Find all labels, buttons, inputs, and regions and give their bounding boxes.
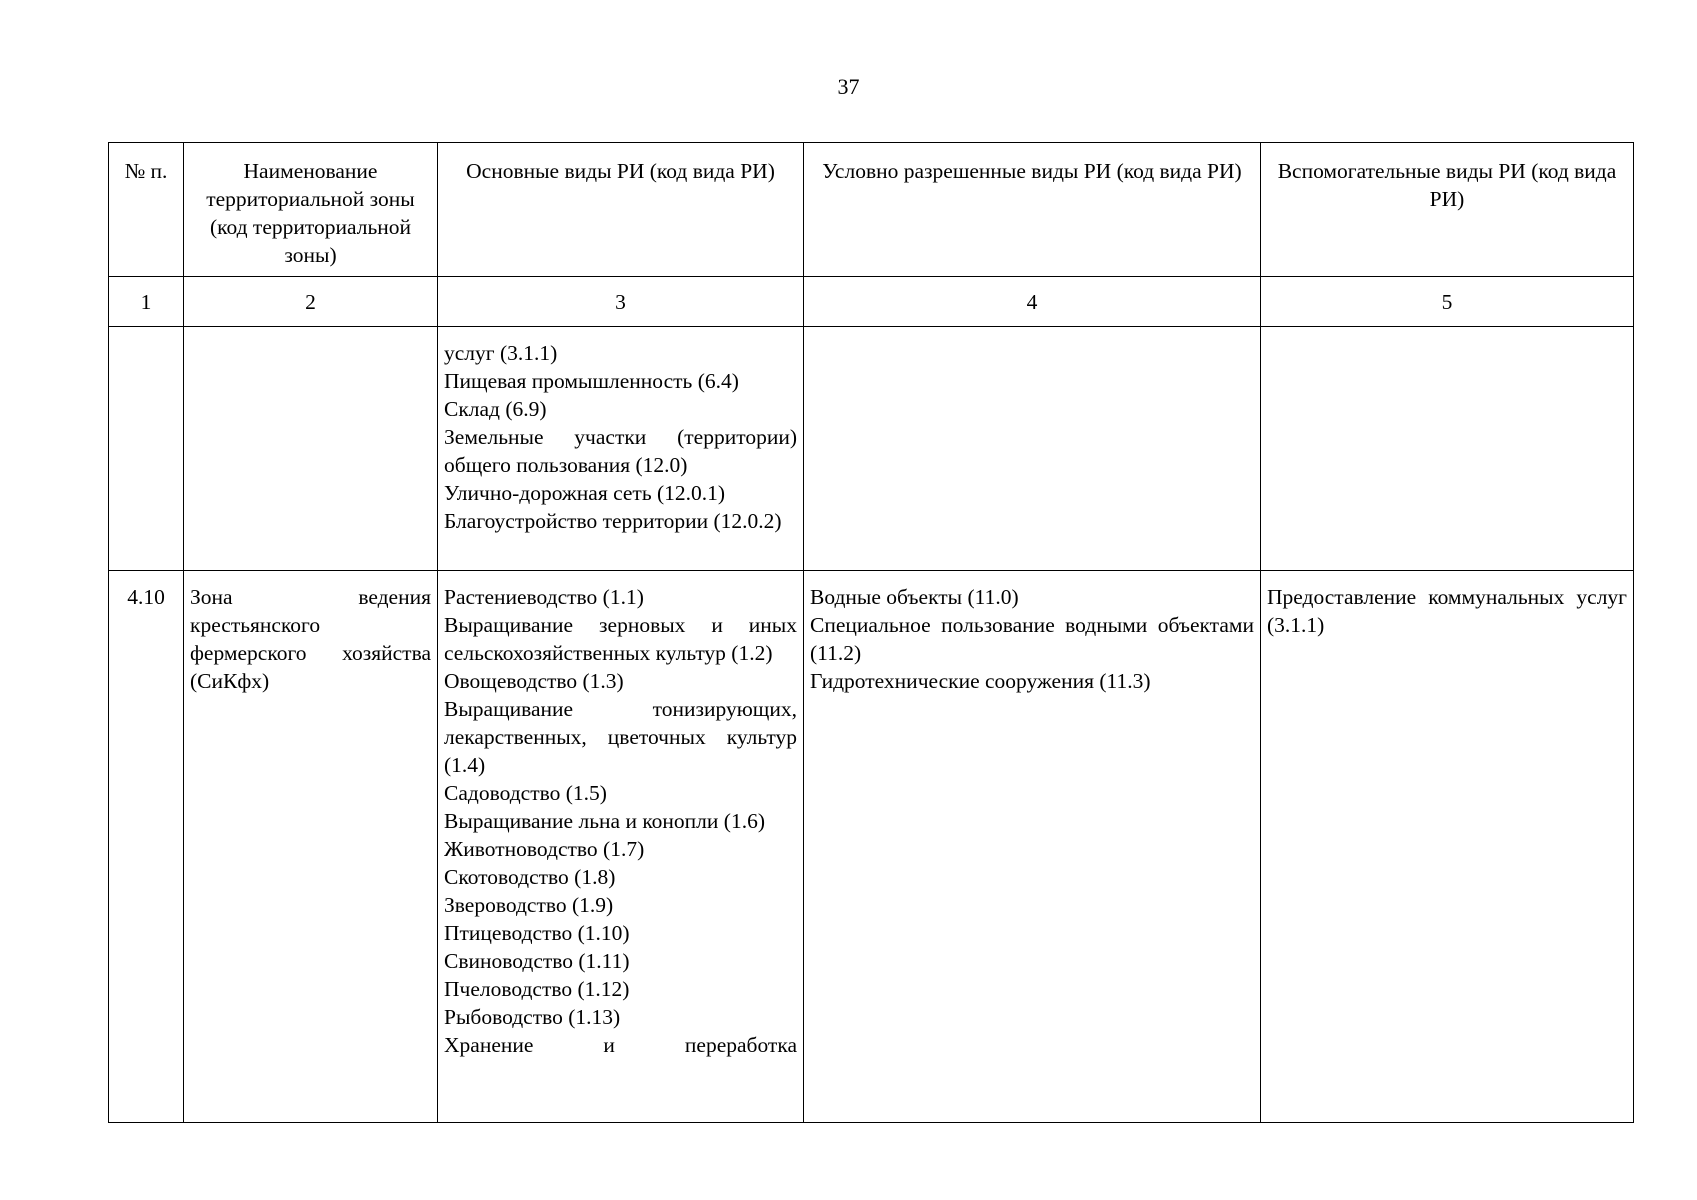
list-item: Рыбоводство (1.13) <box>444 1005 621 1029</box>
list-item: Выращивание зерновых и иных сельскохозяйственных культур (1.2) <box>444 613 797 665</box>
zone-name: Зона ведения крестьянского фермерского хозяйства (СиКфх) <box>190 585 431 693</box>
list-item: Растениеводство (1.1) <box>444 585 644 609</box>
table-row <box>109 327 1634 571</box>
list-item: Предоставление коммунальных услуг (3.1.1) <box>1267 585 1627 637</box>
zone-number: 4.10 <box>109 571 184 1123</box>
cell-empty <box>109 327 184 571</box>
list-item: Выращивание тонизирующих, лекарственных, цветочных культур (1.4) <box>444 697 797 777</box>
page-number: 37 <box>837 74 860 99</box>
list-item: Пищевая промышленность (6.4) <box>444 369 739 393</box>
list-item: Пчеловодство (1.12) <box>444 977 630 1001</box>
auxiliary-uses-cell <box>1261 571 1634 1123</box>
zoning-table <box>108 142 1634 1123</box>
zone-name-cell <box>184 571 438 1123</box>
column-number: 4 <box>804 277 1261 327</box>
column-number: 2 <box>184 277 438 327</box>
list-item: Звероводство (1.9) <box>444 893 614 917</box>
cell-empty <box>184 327 438 571</box>
list-item: Садоводство (1.5) <box>444 781 607 805</box>
list-item: услуг (3.1.1) <box>444 341 558 365</box>
header-number: № п. <box>109 143 184 277</box>
column-number: 5 <box>1261 277 1634 327</box>
list-item: Птицеводство (1.10) <box>444 921 630 945</box>
list-item: Животноводство (1.7) <box>444 837 645 861</box>
list-item: Благоустройство территории (12.0.2) <box>444 509 782 533</box>
main-uses-cell <box>438 571 804 1123</box>
header-auxiliary-uses: Вспомогательные виды РИ (код вида РИ) <box>1261 143 1634 277</box>
list-item: Улично-дорожная сеть (12.0.1) <box>444 481 726 505</box>
conditional-uses-cell <box>804 571 1261 1123</box>
list-item: Овощеводство (1.3) <box>444 669 624 693</box>
list-item: Выращивание льна и конопли (1.6) <box>444 809 765 833</box>
column-number: 1 <box>109 277 184 327</box>
table-header-row <box>109 143 1634 277</box>
cell-main-uses-continued <box>438 327 804 571</box>
header-conditional-uses: Условно разрешенные виды РИ (код вида РИ) <box>804 143 1261 277</box>
list-item: Специальное пользование водными объектами (11.2) <box>810 613 1254 665</box>
column-number-row <box>109 277 1634 327</box>
list-item: Скотоводство (1.8) <box>444 865 616 889</box>
table-row <box>109 571 1634 1123</box>
cell-empty <box>804 327 1261 571</box>
column-number: 3 <box>438 277 804 327</box>
cell-empty <box>1261 327 1634 571</box>
list-item: Водные объекты (11.0) <box>810 585 1019 609</box>
list-item: Склад (6.9) <box>444 397 547 421</box>
list-item: Хранение и переработка <box>444 1033 797 1057</box>
list-item: Земельные участки (территории) общего пользования (12.0) <box>444 425 797 477</box>
header-zone-name: Наименование территориальной зоны (код территориальной зоны) <box>184 143 438 277</box>
list-item: Свиноводство (1.11) <box>444 949 630 973</box>
header-main-uses: Основные виды РИ (код вида РИ) <box>438 143 804 277</box>
list-item: Гидротехнические сооружения (11.3) <box>810 669 1151 693</box>
